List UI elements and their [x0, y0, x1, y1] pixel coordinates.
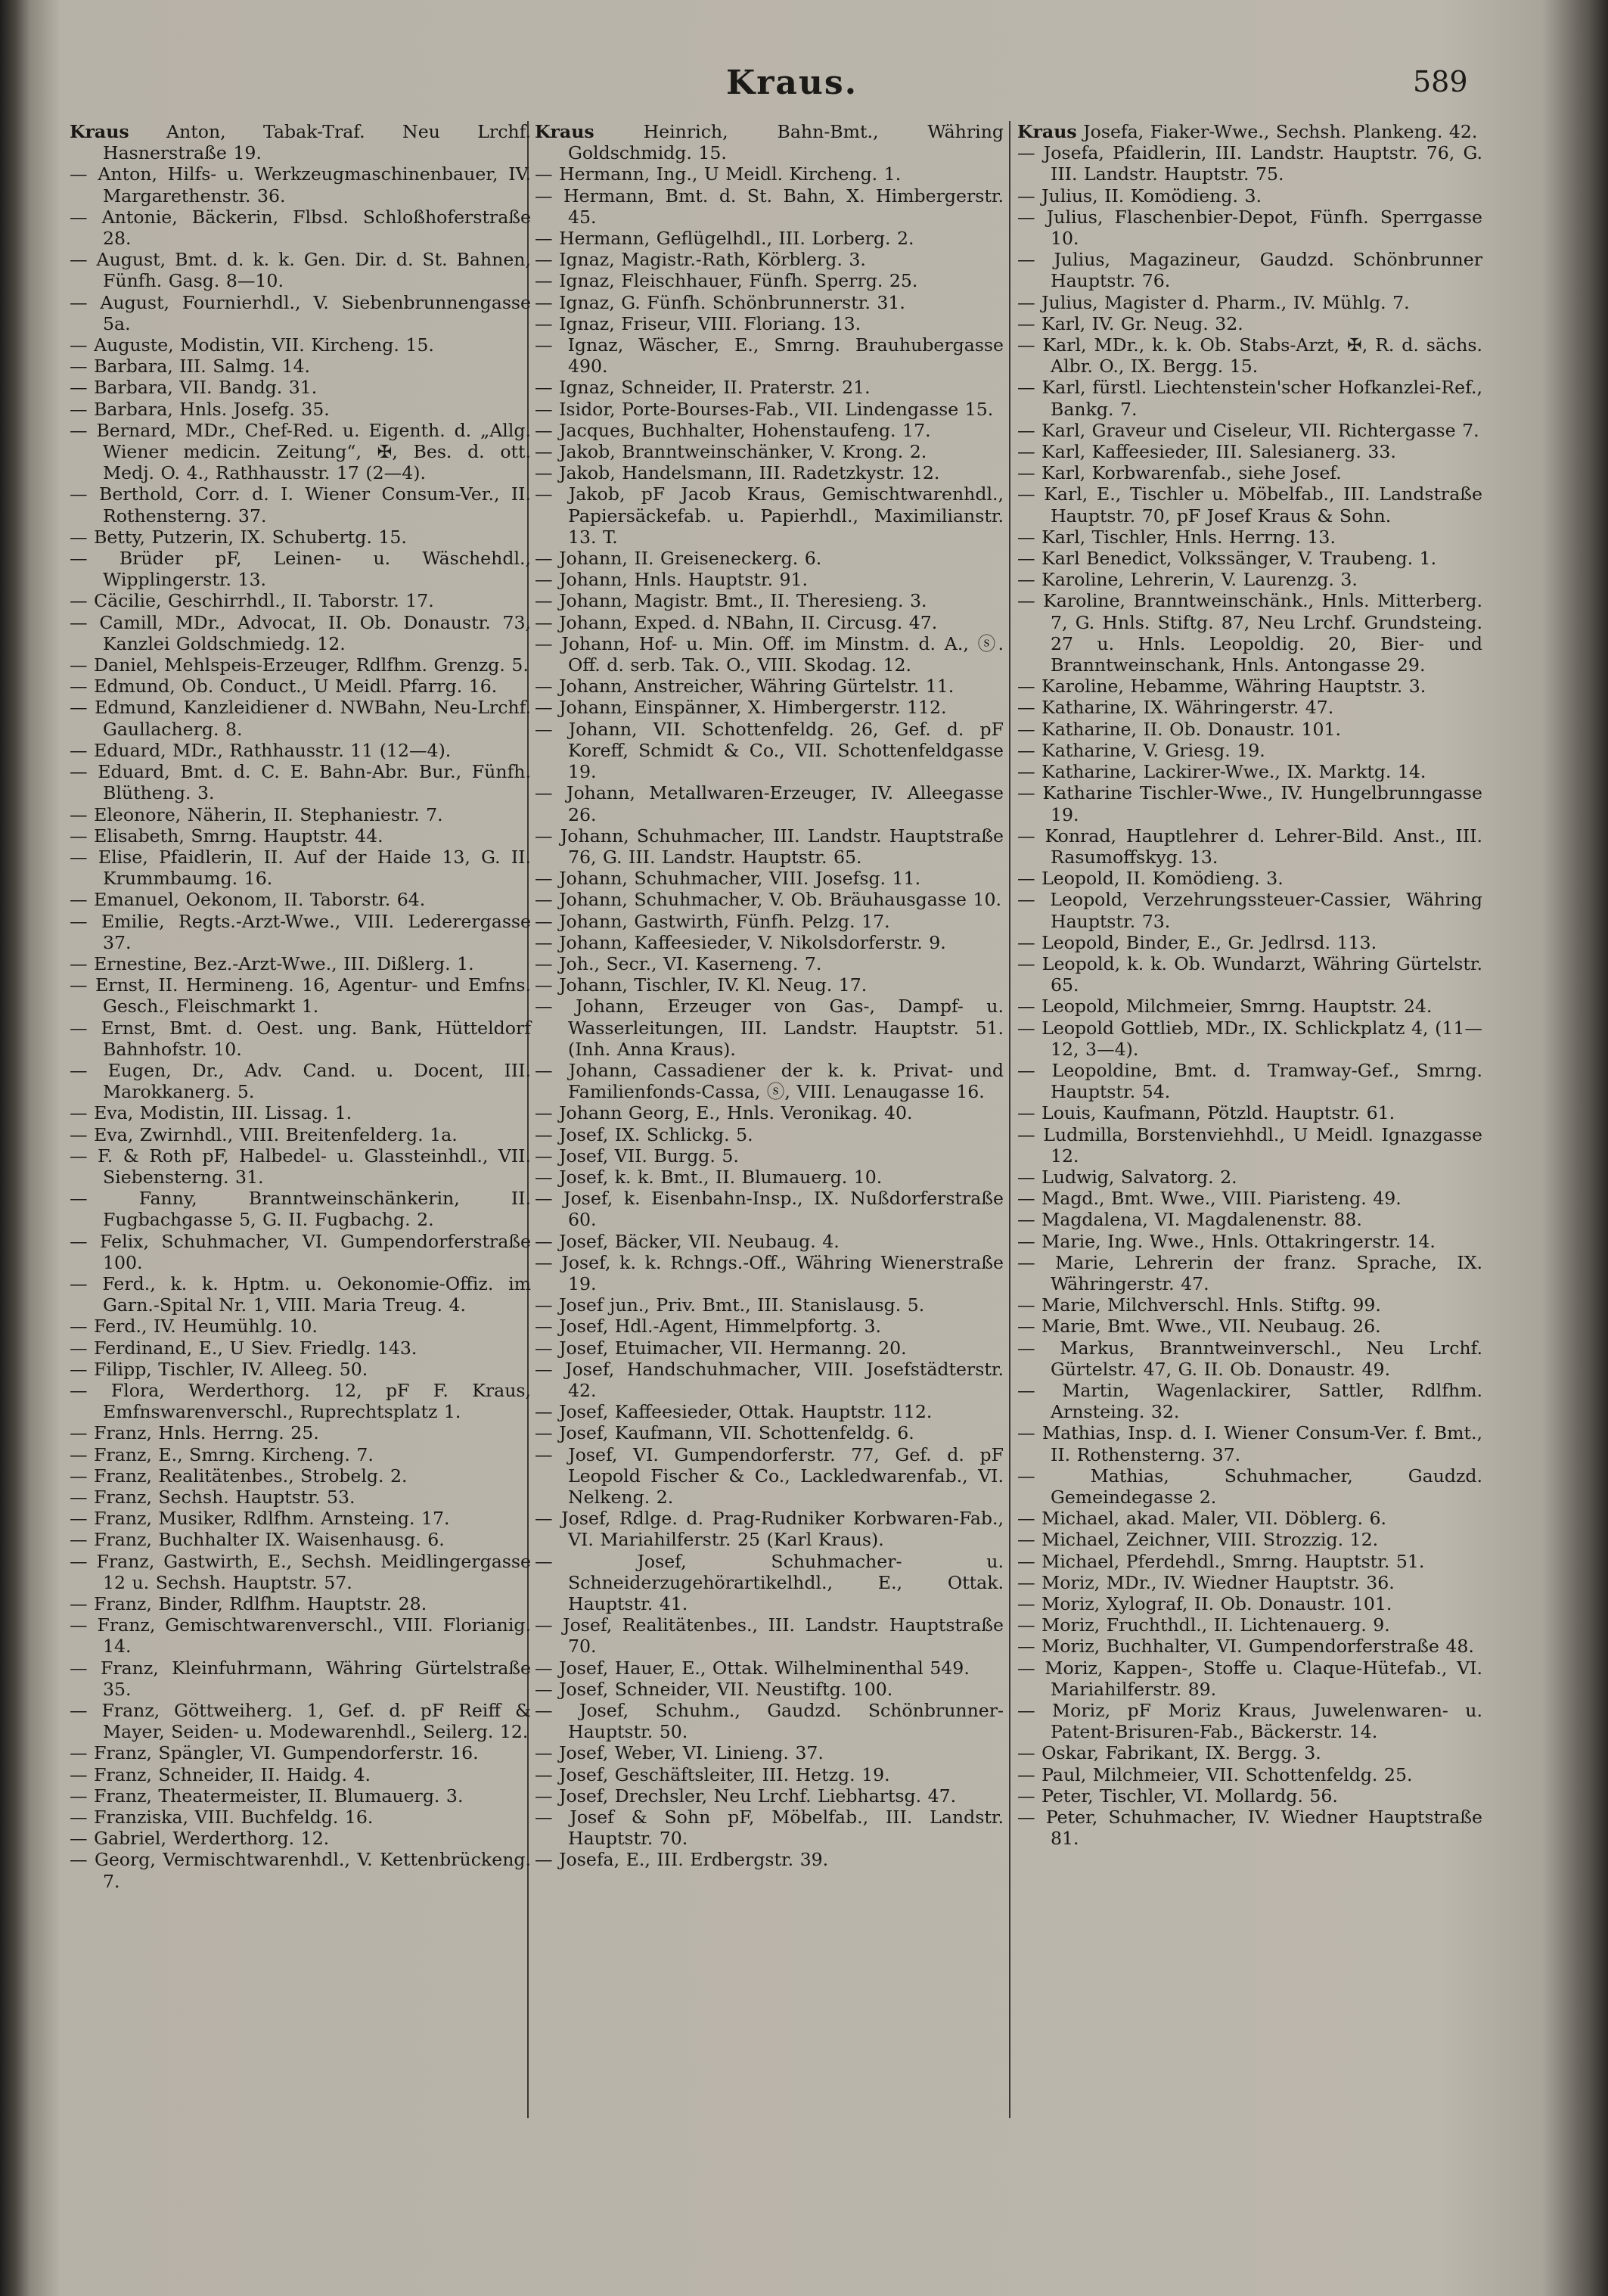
- directory-entry: — Johann Georg, E., Hnls. Veronikag. 40.: [535, 1102, 913, 1124]
- directory-entry: — Franz, Theatermeister, II. Blumauerg. 3.: [70, 1785, 464, 1807]
- directory-entry: — Franz, Schneider, II. Haidg. 4.: [70, 1763, 371, 1785]
- directory-entry: — Johann, VII. Schottenfeldg. 26, Gef. d. pF Koreff, Schmidt & Co., VII. Schottenfeldgasse 19.: [535, 718, 1004, 783]
- directory-entry: — Karl, Graveur und Ciseleur, VII. Richtergasse 7.: [1017, 419, 1479, 441]
- directory-entry: — Jacques, Buchhalter, Hohenstaufeng. 17.: [535, 419, 931, 441]
- directory-entry: — Ignaz, Magistr.-Rath, Körblerg. 3.: [535, 249, 866, 271]
- directory-entry: — Josef jun., Priv. Bmt., III. Stanislausg. 5.: [535, 1294, 925, 1316]
- directory-entry: — Johann, Hof- u. Min. Off. im Minstm. d. A., ⓢ. Off. d. serb. Tak. O., VIII. Skodag. 12.: [535, 632, 1004, 676]
- directory-entry: — Moriz, Xylograf, II. Ob. Donaustr. 101.: [1017, 1593, 1392, 1615]
- directory-entry: — F. & Roth pF, Halbedel- u. Glassteinhdl., VII. Siebensterng. 31.: [70, 1145, 531, 1188]
- directory-entry: — Johann, Gastwirth, Fünfh. Pelzg. 17.: [535, 910, 890, 932]
- directory-entry: — Franz, Binder, Rdlfhm. Hauptstr. 28.: [70, 1593, 427, 1615]
- directory-entry: — Ferdinand, E., U Siev. Friedlg. 143.: [70, 1337, 418, 1359]
- directory-entry: — Oskar, Fabrikant, IX. Bergg. 3.: [1017, 1742, 1321, 1764]
- directory-entry: — Josef, Hauer, E., Ottak. Wilhelminenthal 549.: [535, 1657, 970, 1679]
- directory-entry: — Hermann, Geflügelhdl., III. Lorberg. 2.: [535, 228, 914, 250]
- directory-entry: — Josef, Etuimacher, VII. Hermanng. 20.: [535, 1337, 907, 1359]
- page-title: Kraus.: [726, 64, 858, 102]
- directory-entry: — Leopold, II. Komödieng. 3.: [1017, 868, 1284, 890]
- directory-entry: — Peter, Tischler, VI. Mollardg. 56.: [1017, 1785, 1338, 1807]
- directory-entry: — Marie, Ing. Wwe., Hnls. Ottakringerstr. 14.: [1017, 1230, 1436, 1252]
- directory-entry: — Ernestine, Bez.-Arzt-Wwe., III. Dißlerg. 1.: [70, 952, 474, 974]
- directory-entry: — Johann, Hnls. Hauptstr. 91.: [535, 569, 809, 591]
- directory-entry: — Mathias, Schuhmacher, Gaudzd. Gemeindegasse 2.: [1017, 1465, 1482, 1508]
- directory-entry: — Franz, Kleinfuhrmann, Währing Gürtelstraße 35.: [70, 1657, 531, 1700]
- column-right: [1017, 121, 1482, 1849]
- column-divider: [1009, 121, 1010, 2118]
- directory-entry: — Leopold, Verzehrungssteuer-Cassier, Währing Hauptstr. 73.: [1017, 889, 1482, 932]
- directory-entry: — Joh., Secr., VI. Kaserneng. 7.: [535, 952, 822, 974]
- directory-entry: — Berthold, Corr. d. I. Wiener Consum-Ver., II. Rothensterng. 37.: [70, 483, 531, 527]
- directory-entry: — Eva, Zwirnhdl., VIII. Breitenfelderg. 1a.: [70, 1123, 458, 1145]
- directory-entry: — Johann, Metallwaren-Erzeuger, IV. Alleegasse 26.: [535, 782, 1004, 825]
- directory-entry: — Marie, Lehrerin der franz. Sprache, IX. Währingerstr. 47.: [1017, 1251, 1482, 1294]
- directory-entry: — Franz, E., Smrng. Kircheng. 7.: [70, 1443, 374, 1465]
- directory-entry: — Elisabeth, Smrng. Hauptstr. 44.: [70, 825, 383, 847]
- directory-entry: — Josefa, E., III. Erdbergstr. 39.: [535, 1849, 829, 1871]
- page-header: [0, 59, 1608, 112]
- directory-entry: — Karl, Kaffeesieder, III. Salesianerg. 33.: [1017, 441, 1396, 463]
- directory-entry: — Edmund, Ob. Conduct., U Meidl. Pfarrg. 16.: [70, 676, 498, 697]
- directory-entry: — Katharine Tischler-Wwe., IV. Hungelbrunngasse 19.: [1017, 782, 1482, 825]
- directory-entry: — Josef, Bäcker, VII. Neubaug. 4.: [535, 1230, 840, 1252]
- directory-entry: — Ignaz, Fleischhauer, Fünfh. Sperrg. 25.: [535, 270, 918, 292]
- directory-entry: — Franz, Spängler, VI. Gumpendorferstr. 16.: [70, 1742, 479, 1764]
- directory-entry: — Johann, II. Greiseneckerg. 6.: [535, 548, 822, 570]
- directory-entry: — Barbara, Hnls. Josefg. 35.: [70, 398, 330, 420]
- directory-entry: — Barbara, VII. Bandg. 31.: [70, 377, 318, 399]
- directory-entry: — Julius, Magazineur, Gaudzd. Schönbrunner Hauptstr. 76.: [1017, 249, 1482, 292]
- directory-entry: — Johann, Cassadiener der k. k. Privat- und Familienfonds-Cassa, ⓢ, VIII. Lenaugasse 16.: [535, 1059, 1004, 1103]
- directory-entry: — Franz, Realitätenbes., Strobelg. 2.: [70, 1465, 408, 1487]
- directory-entry: — Ernst, II. Hermineng. 16, Agentur- und Emfns. Gesch., Fleischmarkt 1.: [70, 974, 531, 1018]
- directory-entry: — Karl, MDr., k. k. Ob. Stabs-Arzt, ✠, R. d. sächs. Albr. O., IX. Bergg. 15.: [1017, 334, 1482, 377]
- directory-entry: — Karoline, Branntweinschänk., Hnls. Mitterberg. 7, G. Hnls. Stiftg. 87, Neu Lrchf. Grundsteing. 27 u. Hnls. Leopoldig. 20, Bier- und Branntweinschank, Hnls. Antongasse 29.: [1017, 590, 1482, 676]
- directory-entry: — Leopoldine, Bmt. d. Tramway-Gef., Smrng. Hauptstr. 54.: [1017, 1059, 1482, 1103]
- directory-entry: — Daniel, Mehlspeis-Erzeuger, Rdlfhm. Grenzg. 5.: [70, 654, 529, 676]
- directory-entry: — Josef, k. k. Rchngs.-Off., Währing Wienerstraße 19.: [535, 1251, 1004, 1294]
- directory-entry: — Bernard, MDr., Chef-Red. u. Eigenth. d. „Allg. Wiener medicin. Zeitung“, ✠, Bes. d. ott. Medj. O. 4., Rathhausstr. 17 (2—4).: [70, 419, 531, 484]
- directory-entry: — Eugen, Dr., Adv. Cand. u. Docent, III. Marokkanerg. 5.: [70, 1059, 531, 1103]
- directory-entry: — Josef, Drechsler, Neu Lrchf. Liebhartsg. 47.: [535, 1785, 957, 1807]
- directory-entry: — Julius, II. Komödieng. 3.: [1017, 185, 1262, 207]
- directory-entry: Kraus Heinrich, Bahn-Bmt., Währing Goldschmidg. 15.: [535, 121, 1004, 164]
- directory-entry: — Josef, VI. Gumpendorferstr. 77, Gef. d. pF Leopold Fischer & Co., Lackledwarenfab., VI. Nelkeng. 2.: [535, 1443, 1004, 1508]
- directory-entry: — Martin, Wagenlackirer, Sattler, Rdlfhm. Arnsteing. 32.: [1017, 1379, 1482, 1423]
- directory-entry: — Michael, Zeichner, VIII. Strozzig. 12.: [1017, 1529, 1379, 1551]
- directory-entry: — Edmund, Kanzleidiener d. NWBahn, Neu-Lrchf. Gaullacherg. 8.: [70, 697, 531, 740]
- column-left: [70, 121, 531, 1892]
- directory-entry: — Johann, Schuhmacher, III. Landstr. Hauptstraße 76, G. III. Landstr. Hauptstr. 65.: [535, 825, 1004, 868]
- directory-entry: — Julius, Flaschenbier-Depot, Fünfh. Sperrgasse 10.: [1017, 206, 1482, 250]
- directory-entry: — Franz, Hnls. Herrng. 25.: [70, 1422, 319, 1444]
- directory-entry: — Johann, Tischler, IV. Kl. Neug. 17.: [535, 974, 868, 996]
- directory-entry: — Josef, Geschäftsleiter, III. Hetzg. 19.: [535, 1763, 890, 1785]
- directory-entry: — Josef, Handschuhmacher, VIII. Josefstädterstr. 42.: [535, 1358, 1004, 1401]
- directory-entry: — Eva, Modistin, III. Lissag. 1.: [70, 1102, 352, 1124]
- directory-entry: — Konrad, Hauptlehrer d. Lehrer-Bild. Anst., III. Rasumoffskyg. 13.: [1017, 825, 1482, 868]
- directory-entry: — Franz, Gemischtwarenverschl., VIII. Florianig. 14.: [70, 1614, 531, 1658]
- directory-entry: — Hermann, Ing., U Meidl. Kircheng. 1.: [535, 163, 902, 185]
- directory-entry: — Jakob, Handelsmann, III. Radetzkystr. 12.: [535, 462, 940, 484]
- directory-entry: — Josef, Kaufmann, VII. Schottenfeldg. 6.: [535, 1422, 914, 1444]
- directory-entry: — Karl, E., Tischler u. Möbelfab., III. Landstraße Hauptstr. 70, pF Josef Kraus & Sohn.: [1017, 483, 1482, 527]
- directory-entry: — Katharine, IX. Währingerstr. 47.: [1017, 697, 1334, 719]
- directory-entry: — Ignaz, Wäscher, E., Smrng. Brauhubergasse 490.: [535, 334, 1004, 377]
- directory-entry: — Josef, Schuhm., Gaudzd. Schönbrunner-Hauptstr. 50.: [535, 1700, 1004, 1743]
- directory-entry: — Johann, Schuhmacher, VIII. Josefsg. 11.: [535, 868, 921, 890]
- directory-entry: — Ludmilla, Borstenviehhdl., U Meidl. Ignazgasse 12.: [1017, 1123, 1482, 1167]
- directory-entry: — Antonie, Bäckerin, Flbsd. Schloßhoferstraße 28.: [70, 206, 531, 250]
- directory-entry: — Magdalena, VI. Magdalenenstr. 88.: [1017, 1209, 1362, 1231]
- directory-entry: — Magd., Bmt. Wwe., VIII. Piaristeng. 49.: [1017, 1188, 1402, 1210]
- directory-entry: — Ferd., k. k. Hptm. u. Oekonomie-Offiz. im Garn.-Spital Nr. 1, VIII. Maria Treug. 4.: [70, 1272, 531, 1316]
- directory-entry: — Anton, Hilfs- u. Werkzeugmaschinenbauer, IV. Margarethenstr. 36.: [70, 163, 531, 207]
- directory-entry: — Karl, Korbwarenfab., siehe Josef.: [1017, 462, 1342, 484]
- directory-entry: — Karl, fürstl. Liechtenstein'scher Hofkanzlei-Ref., Bankg. 7.: [1017, 377, 1482, 420]
- directory-entry: — Johann, Anstreicher, Währing Gürtelstr. 11.: [535, 676, 955, 697]
- directory-entry: — Franz, Musiker, Rdlfhm. Arnsteing. 17.: [70, 1508, 450, 1530]
- directory-entry: — Katharine, II. Ob. Donaustr. 101.: [1017, 718, 1341, 740]
- directory-entry: — Franz, Sechsh. Hauptstr. 53.: [70, 1487, 355, 1508]
- directory-entry: — Moriz, Kappen-, Stoffe u. Claque-Hütefab., VI. Mariahilferstr. 89.: [1017, 1657, 1482, 1700]
- directory-entry: — Flora, Werderthorg. 12, pF F. Kraus, Emfnswarenverschl., Ruprechtsplatz 1.: [70, 1379, 531, 1423]
- directory-entry: — Barbara, III. Salmg. 14.: [70, 356, 311, 377]
- directory-entry: — Josef, IX. Schlickg. 5.: [535, 1123, 753, 1145]
- directory-entry: — Michael, akad. Maler, VII. Döblerg. 6.: [1017, 1508, 1387, 1530]
- directory-entry: — Josef, VII. Burgg. 5.: [535, 1145, 739, 1167]
- directory-entry: — Moriz, Buchhalter, VI. Gumpendorferstraße 48.: [1017, 1636, 1474, 1658]
- directory-entry: — Michael, Pferdehdl., Smrng. Hauptstr. 51.: [1017, 1550, 1425, 1572]
- directory-entry: — Mathias, Insp. d. I. Wiener Consum-Ver. f. Bmt., II. Rothensterng. 37.: [1017, 1422, 1482, 1465]
- directory-entry: — Ferd., IV. Heumühlg. 10.: [70, 1316, 318, 1338]
- directory-entry: — Josef, k. k. Bmt., II. Blumauerg. 10.: [535, 1166, 883, 1188]
- directory-entry: — Johann, Einspänner, X. Himbergerstr. 112.: [535, 697, 947, 719]
- directory-entry: — Leopold, k. k. Ob. Wundarzt, Währing Gürtelstr. 65.: [1017, 952, 1482, 996]
- directory-entry: — Josef, Schuhmacher- u. Schneiderzugehörartikelhdl., E., Ottak. Hauptstr. 41.: [535, 1550, 1004, 1615]
- directory-entry: — Johann, Schuhmacher, V. Ob. Bräuhausgasse 10.: [535, 889, 1002, 911]
- page-number: 589: [1413, 65, 1468, 98]
- directory-entry: — Johann, Exped. d. NBahn, II. Circusg. 47.: [535, 611, 938, 633]
- directory-entry: — Marie, Bmt. Wwe., VII. Neubaug. 26.: [1017, 1316, 1381, 1338]
- directory-entry: — Hermann, Bmt. d. St. Bahn, X. Himbergerstr. 45.: [535, 185, 1004, 228]
- directory-entry: — Josefa, Pfaidlerin, III. Landstr. Hauptstr. 76, G. III. Landstr. Hauptstr. 75.: [1017, 142, 1482, 185]
- directory-entry: — Karl, Tischler, Hnls. Herrng. 13.: [1017, 526, 1336, 548]
- directory-entry: — Eduard, MDr., Rathhausstr. 11 (12—4).: [70, 739, 452, 761]
- directory-entry: — Emilie, Regts.-Arzt-Wwe., VIII. Lederergasse 37.: [70, 910, 531, 953]
- directory-entry: — Gabriel, Werderthorg. 12.: [70, 1828, 330, 1850]
- directory-entry: — August, Bmt. d. k. k. Gen. Dir. d. St. Bahnen, Fünfh. Gasg. 8—10.: [70, 249, 531, 292]
- directory-entry: — Johann, Kaffeesieder, V. Nikolsdorferstr. 9.: [535, 931, 946, 953]
- directory-entry: — Camill, MDr., Advocat, II. Ob. Donaustr. 73, Kanzlei Goldschmiedg. 12.: [70, 611, 531, 654]
- directory-entry: — Eleonore, Näherin, II. Stephaniestr. 7.: [70, 803, 443, 825]
- directory-entry: — Markus, Branntweinverschl., Neu Lrchf. Gürtelstr. 47, G. II. Ob. Donaustr. 49.: [1017, 1337, 1482, 1380]
- directory-entry: — Moriz, pF Moriz Kraus, Juwelenwaren- u. Patent-Brisuren-Fab., Bäckerstr. 14.: [1017, 1700, 1482, 1743]
- directory-entry: — Karoline, Hebamme, Währing Hauptstr. 3.: [1017, 676, 1426, 697]
- directory-entry: — Josef, Hdl.-Agent, Himmelpfortg. 3.: [535, 1316, 881, 1338]
- directory-entry: — Johann, Magistr. Bmt., II. Theresieng. 3.: [535, 590, 927, 612]
- directory-entry: Kraus Anton, Tabak-Traf. Neu Lrchf. Hasnerstraße 19.: [70, 121, 531, 164]
- directory-entry: — Brüder pF, Leinen- u. Wäschehdl., Wipplingerstr. 13.: [70, 548, 531, 591]
- directory-entry: — Josef, k. Eisenbahn-Insp., IX. Nußdorferstraße 60.: [535, 1188, 1004, 1231]
- directory-entry: — Johann, Erzeuger von Gas-, Dampf- u. Wasserleitungen, III. Landstr. Hauptstr. 51. (Inh. Anna Kraus).: [535, 996, 1004, 1060]
- directory-entry: — Karoline, Lehrerin, V. Laurenzg. 3.: [1017, 569, 1358, 591]
- directory-entry: — Fanny, Branntweinschänkerin, II. Fugbachgasse 5, G. II. Fugbachg. 2.: [70, 1188, 531, 1231]
- directory-entry: — Josef, Weber, VI. Linieng. 37.: [535, 1742, 824, 1764]
- directory-entry: — Franz, Göttweiherg. 1, Gef. d. pF Reiff & Mayer, Seiden- u. Modewarenhdl., Seilerg. 12.: [70, 1700, 531, 1743]
- directory-entry: — Georg, Vermischtwarenhdl., V. Kettenbrückeng. 7.: [70, 1849, 531, 1892]
- directory-entry: — Franziska, VIII. Buchfeldg. 16.: [70, 1807, 374, 1828]
- directory-entry: — Marie, Milchverschl. Hnls. Stiftg. 99.: [1017, 1294, 1381, 1316]
- directory-entry: — Katharine, Lackirer-Wwe., IX. Marktg. 14.: [1017, 761, 1426, 783]
- directory-entry: — Ludwig, Salvatorg. 2.: [1017, 1166, 1237, 1188]
- directory-entry: — Moriz, Fruchthdl., II. Lichtenauerg. 9.: [1017, 1614, 1390, 1636]
- directory-entry: — Peter, Schuhmacher, IV. Wiedner Hauptstraße 81.: [1017, 1807, 1482, 1850]
- directory-entry: — Isidor, Porte-Bourses-Fab., VII. Lindengasse 15.: [535, 398, 994, 420]
- directory-entry: — Franz, Gastwirth, E., Sechsh. Meidlingergasse 12 u. Sechsh. Hauptstr. 57.: [70, 1550, 531, 1593]
- directory-entry: — Filipp, Tischler, IV. Alleeg. 50.: [70, 1358, 368, 1380]
- directory-entry: — Leopold, Milchmeier, Smrng. Hauptstr. 24.: [1017, 996, 1433, 1018]
- directory-entry: — Emanuel, Oekonom, II. Taborstr. 64.: [70, 889, 426, 911]
- directory-entry: — Paul, Milchmeier, VII. Schottenfeldg. 25.: [1017, 1763, 1413, 1785]
- directory-entry: — Auguste, Modistin, VII. Kircheng. 15.: [70, 334, 434, 356]
- directory-entry: — Jakob, pF Jacob Kraus, Gemischtwarenhdl., Papiersäckefab. u. Papierhdl., Maximilianstr. 13. T.: [535, 483, 1004, 548]
- directory-entry: — Elise, Pfaidlerin, II. Auf der Haide 13, G. II. Krummbaumg. 16.: [70, 846, 531, 890]
- directory-entry: — Felix, Schuhmacher, VI. Gumpendorferstraße 100.: [70, 1230, 531, 1273]
- directory-entry: — Karl Benedict, Volkssänger, V. Traubeng. 1.: [1017, 548, 1437, 570]
- directory-entry: — Moriz, MDr., IV. Wiedner Hauptstr. 36.: [1017, 1571, 1395, 1593]
- directory-entry: — Josef, Kaffeesieder, Ottak. Hauptstr. 112.: [535, 1401, 933, 1423]
- directory-entry: — Betty, Putzerin, IX. Schubertg. 15.: [70, 526, 407, 548]
- directory-entry: — Jakob, Branntweinschänker, V. Krong. 2.: [535, 441, 927, 463]
- directory-entry: — Josef, Schneider, VII. Neustiftg. 100.: [535, 1678, 893, 1700]
- directory-entry: — Cäcilie, Geschirrhdl., II. Taborstr. 17.: [70, 590, 434, 612]
- directory-entry: — Eduard, Bmt. d. C. E. Bahn-Abr. Bur., Fünfh. Blütheng. 3.: [70, 761, 531, 804]
- directory-entry: — Josef & Sohn pF, Möbelfab., III. Landstr. Hauptstr. 70.: [535, 1807, 1004, 1850]
- directory-entry: — Ignaz, Friseur, VIII. Floriang. 13.: [535, 312, 861, 334]
- directory-entry: — Ignaz, G. Fünfh. Schönbrunnerstr. 31.: [535, 291, 905, 313]
- directory-entry: — Katharine, V. Griesg. 19.: [1017, 739, 1265, 761]
- directory-entry: — Louis, Kaufmann, Pötzld. Hauptstr. 61.: [1017, 1102, 1395, 1124]
- directory-entry: — Franz, Buchhalter IX. Waisenhausg. 6.: [70, 1529, 445, 1551]
- directory-entry: — Ernst, Bmt. d. Oest. ung. Bank, Hütteldorf Bahnhofstr. 10.: [70, 1017, 531, 1060]
- directory-entry: Kraus Josefa, Fiaker-Wwe., Sechsh. Plankeng. 42.: [1017, 121, 1478, 142]
- directory-entry: — Karl, IV. Gr. Neug. 32.: [1017, 312, 1243, 334]
- directory-entry: — Julius, Magister d. Pharm., IV. Mühlg. 7.: [1017, 291, 1410, 313]
- directory-entry: — Josef, Rdlge. d. Prag-Rudniker Korbwaren-Fab., VI. Mariahilferstr. 25 (Karl Kraus).: [535, 1508, 1004, 1551]
- directory-entry: — August, Fournierhdl., V. Siebenbrunnengasse 5a.: [70, 291, 531, 334]
- directory-entry: — Josef, Realitätenbes., III. Landstr. Hauptstraße 70.: [535, 1614, 1004, 1658]
- column-middle: [535, 121, 1004, 1871]
- directory-entry: — Leopold Gottlieb, MDr., IX. Schlickplatz 4, (11—12, 3—4).: [1017, 1017, 1482, 1060]
- directory-entry: — Leopold, Binder, E., Gr. Jedlrsd. 113.: [1017, 931, 1377, 953]
- directory-entry: — Ignaz, Schneider, II. Praterstr. 21.: [535, 377, 871, 399]
